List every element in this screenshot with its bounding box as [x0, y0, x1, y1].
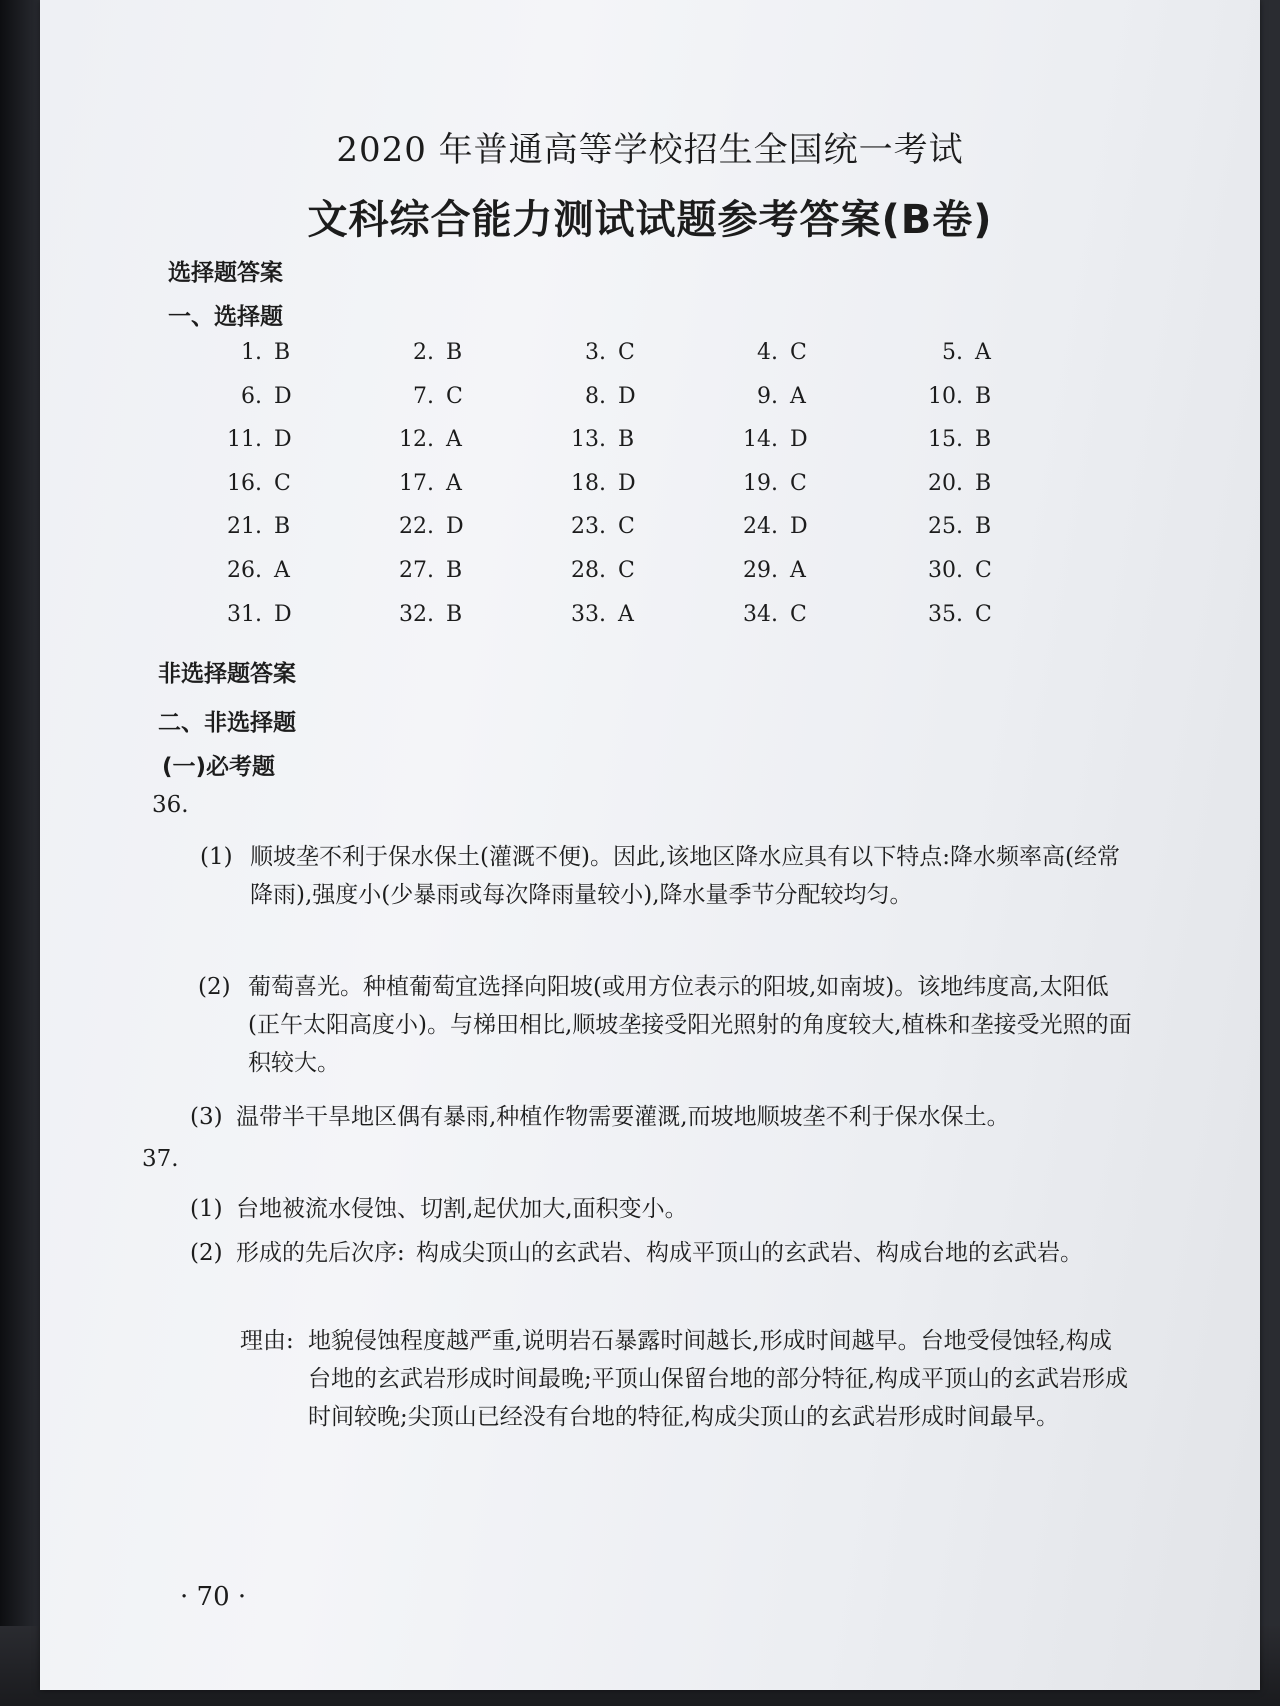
answer-letter: C [618, 557, 635, 583]
answer-question-number: 14. [743, 427, 778, 453]
answer-letter: D [274, 427, 292, 453]
answer-question-number: 32. [399, 601, 434, 627]
answer-item [190, 427, 362, 471]
answer-question-number: 20. [928, 470, 963, 496]
answer-letter: B [446, 340, 463, 365]
answer-letter: B [975, 383, 992, 409]
answer-question-number: 4. [757, 340, 778, 365]
q36-part1-label: (1) [200, 844, 233, 870]
answer-letter: A [790, 383, 806, 409]
answer-item [534, 427, 706, 471]
answer-question-number: 6. [241, 383, 262, 409]
answer-letter: C [790, 601, 807, 627]
answer-question-number: 34. [743, 601, 778, 627]
answer-question-number: 24. [743, 514, 778, 540]
choice-section-heading: 选择题答案 [168, 260, 283, 286]
answer-letter: D [790, 427, 808, 453]
answer-item [891, 558, 1063, 602]
question-37-number: 37. [142, 1146, 179, 1172]
q37-part2-text: 构成尖顶山的玄武岩、构成平顶山的玄武岩、构成台地的玄武岩。 [416, 1240, 1083, 1266]
answer-letter: B [618, 427, 635, 453]
answer-question-number: 21. [227, 514, 262, 540]
answer-letter: C [618, 340, 635, 365]
answer-item [891, 427, 1063, 471]
answer-letter: A [446, 470, 462, 496]
answer-item [706, 471, 891, 515]
answer-item [362, 471, 534, 515]
answer-grid [190, 340, 1063, 645]
q36-part1 [200, 838, 1130, 914]
answer-letter: B [975, 470, 992, 496]
answer-letter: D [618, 470, 636, 496]
answer-question-number: 22. [399, 514, 434, 540]
answer-question-number: 15. [928, 427, 963, 453]
q36-part2-label: (2) [198, 974, 231, 1000]
answer-letter: C [274, 470, 291, 496]
answer-item [362, 340, 534, 384]
q37-part2 [190, 1234, 1130, 1272]
answer-item [190, 558, 362, 602]
answer-letter: C [618, 514, 635, 540]
answer-item [534, 514, 706, 558]
answer-key-title: 文科综合能力测试试题参考答案(B卷) [307, 197, 993, 243]
answer-item [891, 471, 1063, 515]
required-questions-heading: (一)必考题 [162, 754, 276, 780]
answer-item [534, 384, 706, 428]
q37-part1-text: 台地被流水侵蚀、切割,起伏加大,面积变小。 [236, 1196, 688, 1222]
answer-question-number: 11. [227, 427, 262, 453]
answer-letter: B [446, 601, 463, 627]
answer-letter: D [446, 514, 464, 540]
answer-question-number: 35. [928, 601, 963, 627]
answer-question-number: 1. [241, 340, 262, 365]
answer-letter: B [975, 427, 992, 453]
answer-question-number: 18. [571, 470, 606, 496]
q37-part1-label: (1) [190, 1196, 223, 1222]
answer-item [891, 384, 1063, 428]
q36-part1-text [200, 838, 1130, 914]
answer-question-number: 3. [585, 340, 606, 365]
answer-letter: C [790, 340, 807, 365]
answer-question-number: 28. [571, 557, 606, 583]
answer-letter: D [790, 514, 808, 540]
answer-letter: A [975, 340, 991, 365]
answer-item [706, 384, 891, 428]
exam-title: 2020 年普通高等学校招生全国统一考试 [336, 130, 964, 170]
answer-letter: C [446, 383, 463, 409]
answer-letter: D [618, 383, 636, 409]
q37-reason-text: 地貌侵蚀程度越严重,说明岩石暴露时间越长,形成时间越早。台地受侵蚀轻,构成台地的玄武岩形成时间最晚;平顶山保留台地的部分特征,构成平顶山的玄武岩形成时间较晚;尖顶山已经没有台地的特征,构成尖顶山的玄武岩形成时间最早。 [308, 1328, 1129, 1430]
answer-letter: A [274, 557, 290, 583]
q36-part2 [198, 968, 1132, 1082]
answer-letter: C [975, 557, 992, 583]
answer-item [362, 427, 534, 471]
answer-item [706, 558, 891, 602]
answer-question-number: 25. [928, 514, 963, 540]
answer-item [891, 514, 1063, 558]
q37-part1 [190, 1190, 1130, 1228]
answer-letter: D [274, 601, 292, 627]
q36-part3-label: (3) [190, 1104, 223, 1130]
answer-letter: B [446, 557, 463, 583]
answer-item [190, 602, 362, 646]
answer-question-number: 19. [743, 470, 778, 496]
question-36-number: 36. [152, 792, 189, 818]
q36-part1-body: 顺坡垄不利于保水保土(灌溉不便)。因此,该地区降水应具有以下特点:降水频率高(经常降雨),强度小(少暴雨或每次降雨量较小),降水量季节分配较均匀。 [250, 844, 1120, 908]
answer-question-number: 26. [227, 557, 262, 583]
answer-item [190, 514, 362, 558]
answer-question-number: 9. [757, 383, 778, 409]
answer-item [362, 514, 534, 558]
answer-item [706, 602, 891, 646]
answer-letter: A [446, 427, 462, 453]
answer-item [534, 471, 706, 515]
answer-item [534, 602, 706, 646]
answer-letter: D [274, 383, 292, 409]
answer-letter: B [975, 514, 992, 540]
answer-question-number: 16. [227, 470, 262, 496]
answer-question-number: 10. [928, 383, 963, 409]
nonchoice-section-heading: 非选择题答案 [158, 661, 296, 687]
answer-question-number: 30. [928, 557, 963, 583]
answer-item [362, 602, 534, 646]
answer-question-number: 8. [585, 383, 606, 409]
answer-item [706, 427, 891, 471]
q36-part3-text: 温带半干旱地区偶有暴雨,种植作物需要灌溉,而坡地顺坡垄不利于保水保土。 [236, 1104, 1010, 1130]
page-number: · 70 · [180, 1582, 247, 1612]
answer-item [362, 558, 534, 602]
answer-item [534, 340, 706, 384]
answer-question-number: 31. [227, 601, 262, 627]
answer-question-number: 2. [413, 340, 434, 365]
answer-item [534, 558, 706, 602]
q37-part2-prefix: 形成的先后次序: [236, 1240, 405, 1266]
choice-subheading: 一、选择题 [168, 304, 283, 330]
answer-letter: B [274, 514, 291, 540]
q37-reason [240, 1322, 1132, 1436]
answer-question-number: 23. [571, 514, 606, 540]
answer-question-number: 7. [413, 383, 434, 409]
answer-letter: C [790, 470, 807, 496]
q36-part3 [190, 1098, 1150, 1136]
answer-item [706, 340, 891, 384]
answer-letter: A [790, 557, 806, 583]
answer-letter: A [618, 601, 634, 627]
q37-part2-label: (2) [190, 1240, 223, 1266]
answer-item [190, 384, 362, 428]
answer-item [190, 471, 362, 515]
answer-question-number: 17. [399, 470, 434, 496]
answer-question-number: 33. [571, 601, 606, 627]
answer-letter: C [975, 601, 992, 627]
answer-item [190, 340, 362, 384]
answer-question-number: 13. [571, 427, 606, 453]
q37-reason-prefix: 理由: [240, 1328, 294, 1354]
answer-item [362, 384, 534, 428]
answer-question-number: 27. [399, 557, 434, 583]
answer-item [706, 514, 891, 558]
q36-part2-text: 葡萄喜光。种植葡萄宜选择向阳坡(或用方位表示的阳坡,如南坡)。该地纬度高,太阳低(正午太阳高度小)。与梯田相比,顺坡垄接受阳光照射的角度较大,植株和垄接受光照的面积较大。 [248, 974, 1132, 1076]
answer-letter: B [274, 340, 291, 365]
answer-item [891, 602, 1063, 646]
answer-question-number: 12. [399, 427, 434, 453]
answer-question-number: 29. [743, 557, 778, 583]
answer-question-number: 5. [942, 340, 963, 365]
nonchoice-subheading: 二、非选择题 [158, 710, 296, 736]
answer-item [891, 340, 1063, 384]
answer-sheet-page [40, 0, 1260, 1690]
